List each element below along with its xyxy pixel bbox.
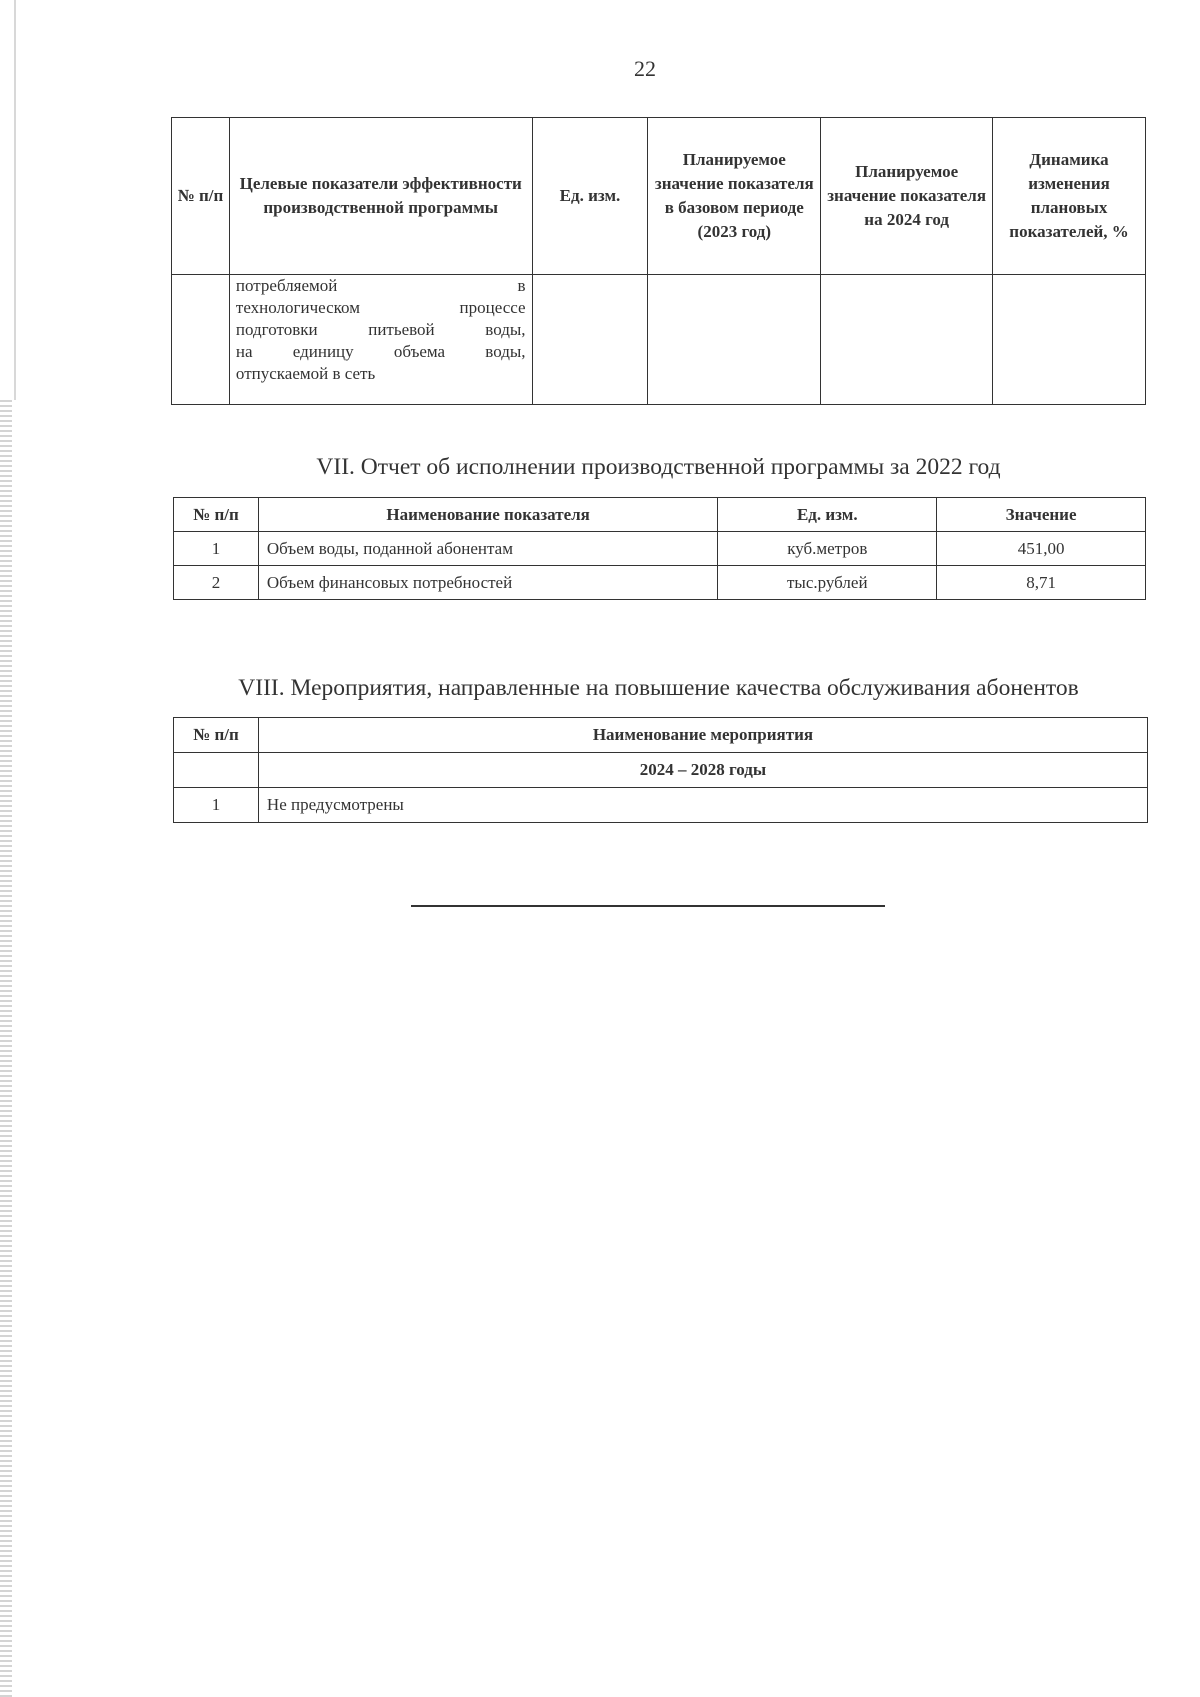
period-row bbox=[174, 753, 1148, 788]
header-unit: Ед. изм. bbox=[718, 498, 937, 532]
header-unit: Ед. изм. bbox=[532, 118, 648, 275]
end-divider bbox=[411, 905, 885, 907]
cell-num bbox=[172, 275, 230, 405]
cell-dynamics bbox=[993, 275, 1146, 405]
target-indicators-table bbox=[171, 117, 1146, 405]
cell-plan-value bbox=[821, 275, 993, 405]
table-row bbox=[172, 275, 1146, 405]
cell-num: 2 bbox=[174, 566, 259, 600]
scan-edge-artifact bbox=[0, 400, 12, 1697]
table-row bbox=[174, 788, 1148, 823]
measures-table bbox=[173, 717, 1148, 823]
cell-num bbox=[174, 753, 259, 788]
section-8-title: VIII. Мероприятия, направленные на повышение качества обслуживания абонентов bbox=[238, 675, 1079, 701]
cell-indicator bbox=[229, 275, 532, 405]
cell-name: Не предусмотрены bbox=[258, 788, 1147, 823]
indicator-line: отпускаемой в сеть bbox=[235, 364, 376, 383]
header-value: Значение bbox=[937, 498, 1146, 532]
section-7-title: VII. Отчет об исполнении производственной программы за 2022 год bbox=[316, 454, 1001, 480]
cell-unit bbox=[532, 275, 648, 405]
cell-value: 8,71 bbox=[937, 566, 1146, 600]
indicator-line: на единицу объема воды, bbox=[235, 342, 526, 361]
table-header-row bbox=[174, 718, 1148, 753]
cell-name: Объем воды, поданной абонентам bbox=[258, 532, 717, 566]
cell-base-value bbox=[648, 275, 821, 405]
header-num: № п/п bbox=[174, 718, 259, 753]
header-name: Наименование показателя bbox=[258, 498, 717, 532]
program-report-table bbox=[173, 497, 1146, 600]
header-num: № п/п bbox=[172, 118, 230, 275]
header-base-value: Планируемое значение показателя в базовом периоде (2023 год) bbox=[648, 118, 821, 275]
cell-unit: куб.метров bbox=[718, 532, 937, 566]
header-indicator: Целевые показатели эффективности производственной программы bbox=[229, 118, 532, 275]
table-row bbox=[174, 532, 1146, 566]
cell-unit: тыс.рублей bbox=[718, 566, 937, 600]
table-row bbox=[174, 566, 1146, 600]
cell-value: 451,00 bbox=[937, 532, 1146, 566]
table-header-row bbox=[172, 118, 1146, 275]
header-plan-value: Планируемое значение показателя на 2024 год bbox=[821, 118, 993, 275]
page-number: 22 bbox=[634, 56, 656, 81]
cell-num: 1 bbox=[174, 788, 259, 823]
cell-name: Объем финансовых потребностей bbox=[258, 566, 717, 600]
indicator-line: подготовки питьевой воды, bbox=[235, 320, 526, 339]
header-num: № п/п bbox=[174, 498, 259, 532]
cell-num: 1 bbox=[174, 532, 259, 566]
header-dynamics: Динамика изменения плановых показателей, % bbox=[993, 118, 1146, 275]
indicator-line: технологическом процессе bbox=[235, 298, 526, 317]
header-name: Наименование мероприятия bbox=[258, 718, 1147, 753]
table-header-row bbox=[174, 498, 1146, 532]
indicator-line: потребляемой в bbox=[235, 276, 526, 295]
period-label: 2024 – 2028 годы bbox=[258, 753, 1147, 788]
